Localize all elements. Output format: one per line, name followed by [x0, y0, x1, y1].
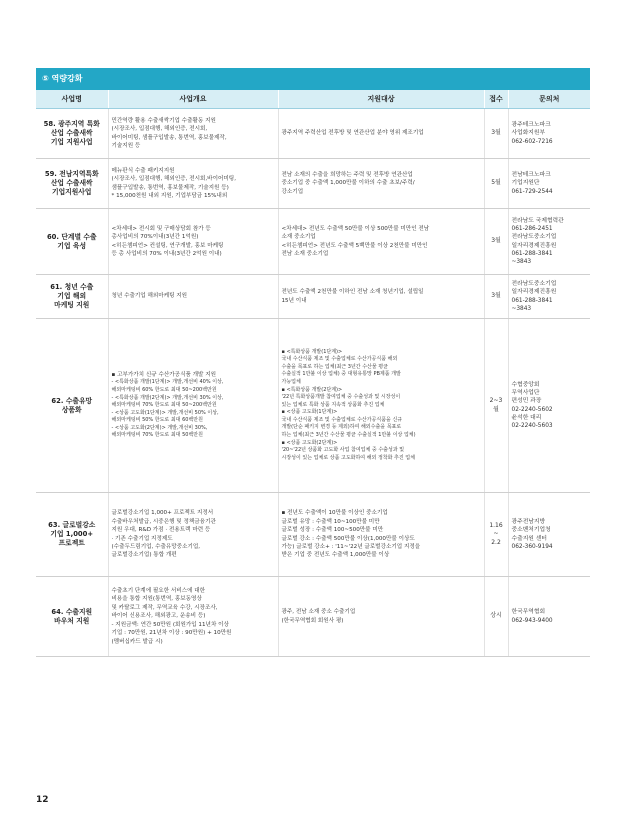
table-row	[36, 109, 590, 159]
cell-line: 강소기업	[281, 188, 304, 195]
cell-line: 글로벌 강소 : 수출액 500만불 이상(1,000만불 이상도	[281, 535, 415, 542]
table-row	[36, 493, 590, 577]
cell-line: 3월	[491, 129, 501, 137]
cell-line: 바이어 신용조사, 해외광고, 운송비 등)	[111, 613, 206, 620]
cell-line: 해외마케팅비 60% 한도로 최대 50~200백만원	[111, 386, 217, 393]
table-row	[36, 209, 590, 275]
cell-line: 2~3	[489, 397, 503, 405]
cell-line: 받은 기업 중 전년도 수출액 1,000만불 이상	[281, 552, 390, 559]
cell-line: * 15,000천원 내외 지원, 기업부담금 15%내외	[111, 192, 228, 199]
cell-line: 글로벌강소기업) 통합 개편	[111, 552, 177, 559]
program-name	[36, 109, 108, 159]
cell-line: 지원 우대, R&D 가점 · 전용트랙 마련 등	[111, 527, 211, 534]
cell-line: 63. 글로벌강소	[48, 521, 96, 529]
cell-line: 기업 : 70만원, 21년차 이상 : 90만원) + 10만원	[111, 630, 232, 637]
program-period	[484, 209, 508, 275]
program-contact	[508, 577, 590, 657]
cell-line: <히든챔피언> 전년도 수출액 5백만불 이상 2천만불 미만인	[281, 242, 428, 249]
cell-line: 개발(단순 패키지 변경 등 제외)하여 해외수출을 목표로	[281, 424, 402, 431]
cell-line: (수출두드림기업, 수출유망중소기업,	[111, 543, 201, 550]
cell-line: 국내 수산식품 제조 및 수출업체로 수산가공식품을 신규	[281, 416, 403, 423]
cell-line: 일자리경제진흥원	[511, 242, 557, 249]
cell-line: 해외마케팅비 50% 한도로 최대 60백만원	[111, 417, 203, 424]
program-target	[278, 209, 484, 275]
cell-line: 수출지원 센터	[511, 535, 547, 542]
column-header-program: 사업명	[36, 90, 108, 109]
cell-line: · 기존 수출기업 지정제도	[111, 535, 173, 542]
cell-line: 062-943-9400	[511, 617, 553, 624]
program-target	[278, 275, 484, 319]
cell-line: 기업지원사업	[52, 188, 92, 196]
cell-line: 사업화지원부	[511, 130, 546, 137]
cell-line: 수출바우처발급, 시중은행 및 정책금융기관	[111, 518, 216, 525]
cell-line: 바이어미팅, 샘플구입발송, 통번역, 홍보물제작,	[111, 134, 227, 141]
cell-line: 기업 1,000+	[50, 530, 94, 538]
cell-line: 061-729-2544	[511, 188, 553, 195]
program-target	[278, 319, 484, 493]
cell-line: 무역사업단	[511, 389, 540, 396]
cell-line: 전남 소재의 수출을 희망하는 주력 및 전후방 연관산업	[281, 171, 413, 178]
program-contact	[508, 159, 590, 209]
column-header-contact: 문의처	[508, 90, 590, 109]
cell-line: 3월	[491, 237, 501, 245]
cell-line: <차세대> 전년도 수출액 50만불 이상 500만불 미만인 전남	[281, 225, 430, 232]
cell-line: (시장조사, 입점대행, 해외인증, 전시회,바이어미팅,	[111, 176, 236, 183]
program-period	[484, 319, 508, 493]
cell-line: ~3843	[511, 259, 532, 266]
cell-line: <히든챔피언> 컨설팅, 연구개발, 홍보 마케팅	[111, 242, 224, 249]
program-period	[484, 159, 508, 209]
program-name	[36, 577, 108, 657]
program-period	[484, 493, 508, 577]
cell-line: 전남테크노파크	[511, 172, 551, 179]
cell-line: - <상품 고도화(2단계)> 개발,개선비 30%,	[111, 424, 208, 431]
cell-line: 수출실적 1만불 이상 업체) 중 대형유통망 PB제품 개발	[281, 371, 401, 378]
column-header-overview: 사업개요	[108, 90, 278, 109]
cell-line: 기술지원 등	[111, 142, 141, 149]
program-target	[278, 577, 484, 657]
program-contact	[508, 319, 590, 493]
cell-line: 60. 단계별 수출	[46, 232, 97, 241]
cell-line: 3월	[491, 292, 501, 300]
program-name	[36, 319, 108, 493]
program-overview	[108, 319, 278, 493]
cell-line: 062-602-7216	[511, 138, 553, 145]
cell-line: 일자리경제진흥원	[511, 289, 557, 296]
cell-line: 글로벌 성장 : 수출액 100~500만불 미만	[281, 527, 384, 534]
cell-line: ▪ <상품 고도화(1단계)>	[281, 409, 338, 416]
cell-line: (한국무역협회 회원사 평)	[281, 617, 344, 624]
cell-line: 윤석한 대리	[511, 414, 542, 421]
cell-line: ▪ 전년도 수출액이 10만불 이상인 중소기업	[281, 510, 388, 517]
cell-line: 전라남도중소기업	[511, 280, 557, 287]
cell-line: 기업 육성	[57, 241, 87, 250]
program-period	[484, 275, 508, 319]
cell-line: 061-286-2451	[511, 225, 553, 232]
cell-line: 및 카탈로그 제작, 무역교육 수강, 시장조사,	[111, 604, 218, 611]
cell-line: 기업지원단	[511, 180, 540, 187]
cell-line: 산업 수출새싹	[50, 129, 93, 137]
cell-line: (시장조사, 입점대행, 해외인증, 전시회,	[111, 126, 208, 133]
cell-line: 하는 업체(최근 3년간 수산물 평균 수출실적 1만불 이상 업체)	[281, 432, 416, 439]
cell-line: 상품화	[61, 405, 82, 414]
support-programs-table	[36, 90, 590, 657]
cell-line: 글로벌 유망 : 수출액 10~100만불 미만	[281, 518, 380, 525]
cell-line: 수출을 목표로 하는 업체(최근 3년간 수산물 평균	[281, 363, 388, 370]
program-target	[278, 493, 484, 577]
cell-line: 시장성이 있는 업체로 상품 고도화하여 해외 정착화 추진 업체	[281, 454, 415, 461]
cell-line: 소재 중소기업	[281, 234, 316, 241]
cell-line: 있는 업체로 특화 상품 지속적 상품화 추진 업체	[281, 401, 385, 408]
cell-line: - 지원금액: 연간 50만원 (회원가입 11년차 이상	[111, 621, 229, 628]
program-name	[36, 275, 108, 319]
cell-line: 64. 수출지원	[51, 607, 93, 616]
table-row	[36, 577, 590, 657]
program-contact	[508, 275, 590, 319]
program-target	[278, 159, 484, 209]
cell-line: 061-288-3841	[511, 297, 553, 304]
cell-line: 2.2	[491, 538, 501, 546]
cell-line: 전남 소재 중소기업	[281, 250, 329, 257]
cell-line: '20~'22년 상품화 고도화 사업 참여업체 중 수출성과 및	[281, 447, 405, 454]
section-title: ⑤ 역량강화	[36, 68, 590, 90]
cell-line: - <특화상품 개발(1단계)> 개발,개선비 40% 이상,	[111, 379, 224, 386]
cell-line: ▪ <상품 고도화(2단계)>	[281, 439, 338, 446]
column-header-period: 접수	[484, 90, 508, 109]
cell-line: 광주전남지방	[511, 518, 546, 525]
cell-line: '22년 특화상품개발 참여업체 중 수출성과 및 시장성이	[281, 394, 401, 401]
cell-line: 상시	[490, 612, 502, 620]
cell-line: ~3843	[511, 305, 532, 312]
cell-line: 61. 청년 수출	[50, 283, 94, 291]
cell-line: 02-2240-5603	[511, 423, 553, 430]
page-number: 12	[36, 795, 49, 805]
cell-line: 샘플구입발송, 통번역, 홍보물제작, 기술지원 등)	[111, 184, 229, 191]
program-overview	[108, 159, 278, 209]
cell-line: 한국무역협회	[511, 609, 546, 616]
cell-line: 02-2240-5602	[511, 406, 553, 413]
cell-line: 전라남도 국제협력관	[511, 217, 564, 224]
cell-line: 총사업비의 70%이내(3년간 1억원)	[111, 234, 199, 241]
cell-line: ~	[493, 530, 499, 538]
table-row	[36, 159, 590, 209]
cell-line: - <상품 고도화(1단계)> 개발,개선비 50% 이상,	[111, 409, 219, 416]
cell-line: 1.16	[489, 521, 503, 529]
cell-line: 등 총 사업비의 70% 이내(3년간 2억원 이내)	[111, 250, 222, 257]
program-period	[484, 577, 508, 657]
cell-line: 수출초기 단계에 필요한 서비스에 대한	[111, 588, 206, 595]
column-header-target: 지원대상	[278, 90, 484, 109]
cell-line: 월	[493, 405, 499, 413]
cell-line: 바우처 지원	[54, 616, 90, 625]
cell-line: 마케팅 지원	[54, 301, 90, 309]
cell-line: 15년 이내	[281, 297, 307, 304]
cell-line: 가능업체	[281, 378, 301, 385]
cell-line: 중소기업 중 수출액 1,000만불 이하의 수출 초보/주력/	[281, 180, 415, 187]
cell-line: - <특화상품 개발(2단계)> 개발,개선비 30% 이상,	[111, 394, 224, 401]
program-overview	[108, 493, 278, 577]
table-row	[36, 275, 590, 319]
program-name	[36, 209, 108, 275]
cell-line: 수협중앙회	[511, 381, 540, 388]
program-overview	[108, 577, 278, 657]
cell-line: 민간역량 활용 수출새싹기업 수출활동 지원	[111, 117, 216, 124]
cell-line: 광주지역 주력산업 전후방 및 연관산업 분야 영위 제조기업	[281, 130, 424, 137]
program-contact	[508, 109, 590, 159]
program-target	[278, 109, 484, 159]
cell-line: 비용을 통합 지원(통번역, 홍보동영상	[111, 596, 202, 603]
cell-line: 가능) 글로벌 강소+ : '11~'22년 글로벌강소기업 지정을	[281, 543, 421, 550]
cell-line: 061-288-3841	[511, 250, 553, 257]
cell-line: 5월	[491, 179, 501, 187]
cell-line: 58. 광주지역 특화	[43, 120, 100, 128]
cell-line: ▪ <특화상품 개발(2단계)>	[281, 386, 343, 393]
cell-line: 062-360-9194	[511, 543, 553, 550]
cell-line: 청년 수출기업 해외마케팅 지원	[111, 293, 188, 300]
cell-line: 메뉴판식 수출 패키지지원	[111, 167, 175, 174]
cell-line: 해외마케팅비 70% 한도로 최대 50백만원	[111, 432, 203, 439]
program-overview	[108, 275, 278, 319]
cell-line: 62. 수출유망	[51, 396, 93, 405]
program-overview	[108, 209, 278, 275]
table-header-row	[36, 90, 590, 109]
cell-line: ▪ 고부가가치 신규 수산가공식품 개발 지원	[111, 371, 217, 378]
program-contact	[508, 209, 590, 275]
cell-line: 국내 수산식품 제조 및 수출업체로 수산가공식품 해외	[281, 356, 398, 363]
cell-line: 광주테크노파크	[511, 122, 551, 129]
table-row	[36, 319, 590, 493]
cell-line: 프로젝트	[58, 539, 85, 547]
cell-line: 산업 수출새싹	[50, 179, 93, 187]
document-page	[36, 68, 590, 657]
cell-line: 전라남도중소기업	[511, 234, 557, 241]
cell-line: 중소벤처기업청	[511, 527, 551, 534]
cell-line: 전년도 수출액 2천만불 이하인 전남 소재 청년기업, 설립일	[281, 289, 424, 296]
program-period	[484, 109, 508, 159]
cell-line: <차세대> 전시회 및 구매상담회 참가 등	[111, 225, 211, 232]
program-name	[36, 159, 108, 209]
cell-line: 편성민 과장	[511, 398, 542, 405]
cell-line: 59. 전남지역특화	[44, 170, 99, 178]
cell-line: 해외마케팅비 70% 한도로 최대 50~200백만원	[111, 402, 217, 409]
cell-line: (멤버십카드 발급 시)	[111, 638, 163, 645]
cell-line: ▪ <특화상품 개발(1단계)>	[281, 348, 343, 355]
program-contact	[508, 493, 590, 577]
cell-line: 기업 해외	[57, 292, 87, 300]
program-overview	[108, 109, 278, 159]
program-name	[36, 493, 108, 577]
cell-line: 글로벌강소기업 1,000+ 프로젝트 지정서	[111, 510, 214, 517]
cell-line: 광주, 전남 소재 중소 수출기업	[281, 609, 356, 616]
cell-line: 기업 지원사업	[50, 138, 93, 146]
